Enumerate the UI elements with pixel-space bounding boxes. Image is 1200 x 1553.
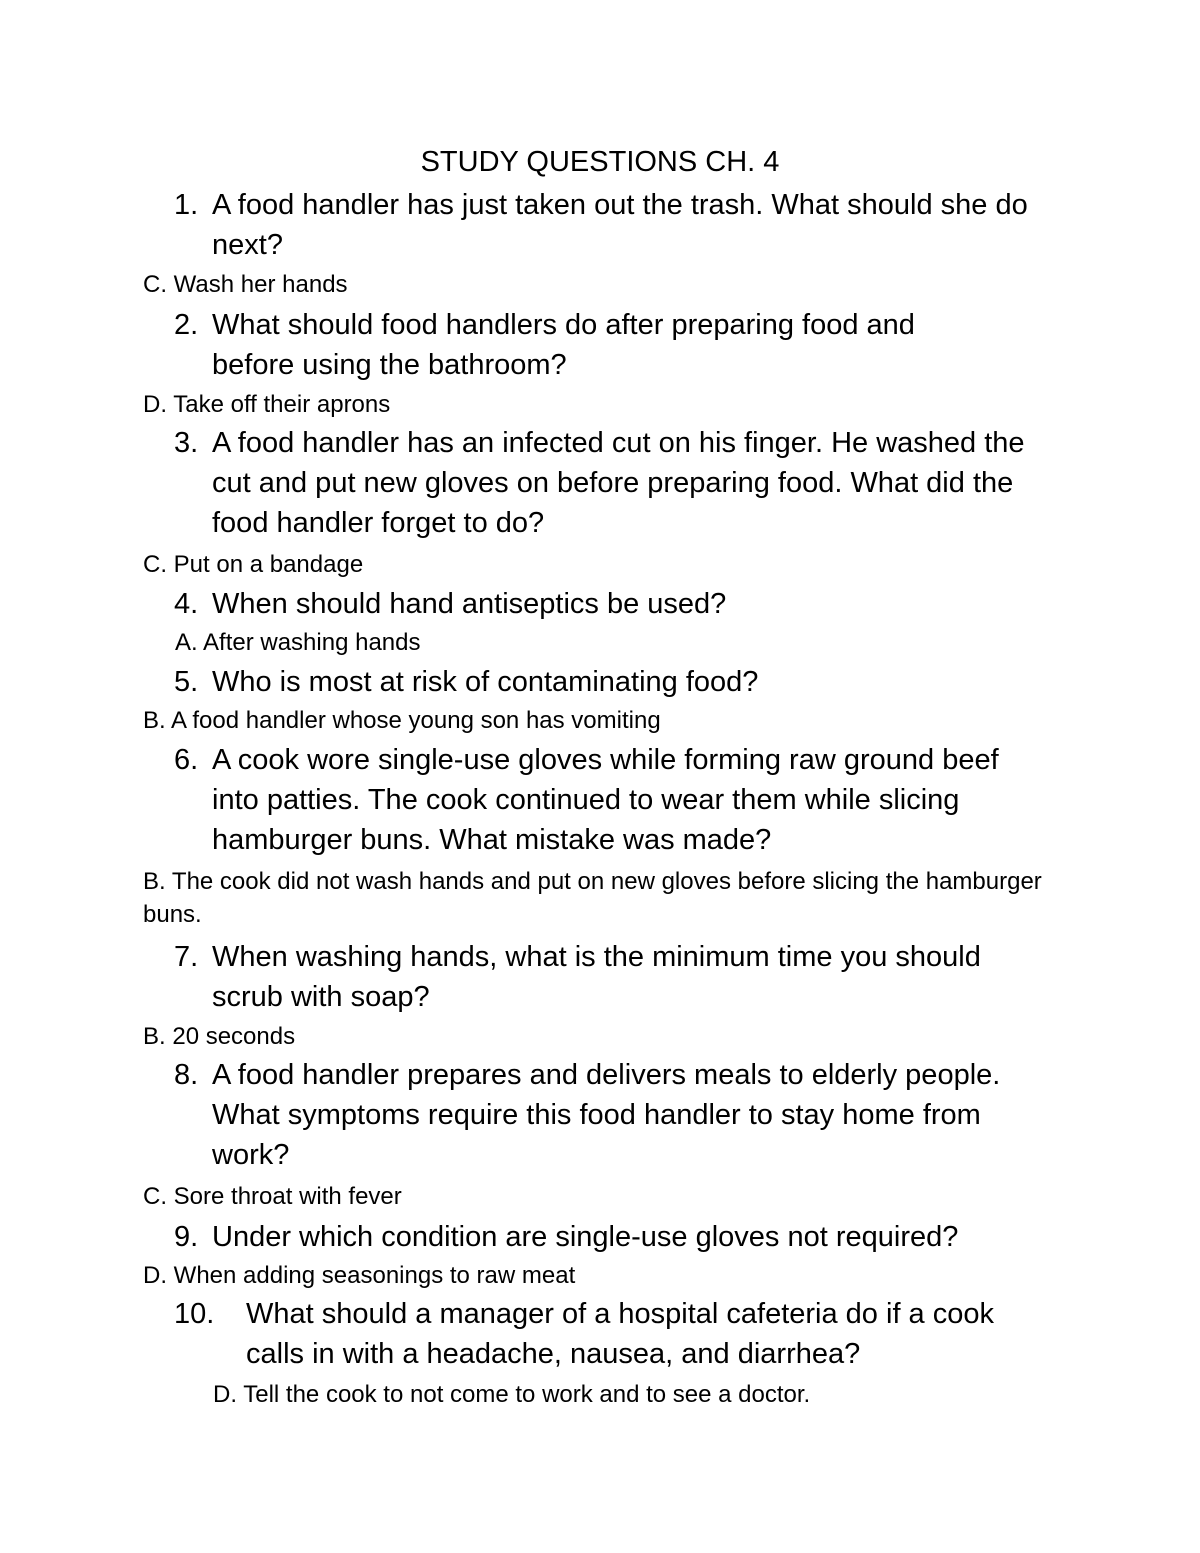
question-2 — [174, 305, 1074, 385]
question-number: 5. — [174, 666, 199, 698]
question-5 — [174, 662, 1074, 702]
answer-10: D. Tell the cook to not come to work and to see a doctor. — [213, 1381, 811, 1408]
question-text: A food handler prepares and delivers meals to elderly people. What symptoms require this food handler to stay home from work? — [212, 1059, 1001, 1171]
question-8 — [174, 1055, 1074, 1175]
question-number: 10. — [174, 1298, 215, 1330]
question-10 — [174, 1294, 1074, 1374]
answer-5: B. A food handler whose young son has vomiting — [143, 707, 661, 734]
question-text: A food handler has an infected cut on his finger. He washed the cut and put new gloves on before preparing food. What did the food handler forget to do? — [212, 427, 1025, 539]
question-9 — [174, 1217, 1074, 1257]
answer-3: C. Put on a bandage — [143, 551, 364, 578]
question-3 — [174, 423, 1074, 543]
answer-9: D. When adding seasonings to raw meat — [143, 1262, 576, 1289]
question-text: Under which condition are single-use gloves not required? — [212, 1221, 959, 1253]
question-number: 6. — [174, 744, 199, 776]
question-text: What should food handlers do after preparing food and before using the bathroom? — [212, 309, 915, 381]
question-number: 1. — [174, 189, 199, 221]
question-number: 8. — [174, 1059, 199, 1091]
answer-2: D. Take off their aprons — [143, 391, 391, 418]
question-text: When washing hands, what is the minimum time you should scrub with soap? — [212, 941, 981, 1013]
answer-8: C. Sore throat with fever — [143, 1183, 402, 1210]
answer-1: C. Wash her hands — [143, 271, 348, 298]
page-title: STUDY QUESTIONS CH. 4 — [420, 146, 780, 178]
question-number: 9. — [174, 1221, 199, 1253]
question-number: 3. — [174, 427, 199, 459]
question-1 — [174, 185, 1074, 265]
question-text: Who is most at risk of contaminating food? — [212, 666, 759, 698]
answer-4: A. After washing hands — [175, 629, 421, 656]
question-text: When should hand antiseptics be used? — [212, 588, 727, 620]
answer-7: B. 20 seconds — [143, 1023, 296, 1050]
question-7 — [174, 937, 1074, 1017]
question-6 — [174, 740, 1074, 860]
question-number: 4. — [174, 588, 199, 620]
question-text — [246, 1294, 1056, 1374]
answer-6: B. The cook did not wash hands and put on new gloves before slicing the hamburger buns. — [143, 868, 1042, 928]
question-text-content: What should a manager of a hospital cafeteria do if a cook calls in with a headache, nausea, and diarrhea? — [246, 1298, 994, 1370]
question-number: 2. — [174, 309, 199, 341]
question-4 — [174, 584, 1074, 624]
question-text: A food handler has just taken out the trash. What should she do next? — [212, 189, 1028, 261]
question-number: 7. — [174, 941, 199, 973]
question-text: A cook wore single-use gloves while forming raw ground beef into patties. The cook continued to wear them while slicing hamburger buns. What mistake was made? — [212, 744, 999, 856]
